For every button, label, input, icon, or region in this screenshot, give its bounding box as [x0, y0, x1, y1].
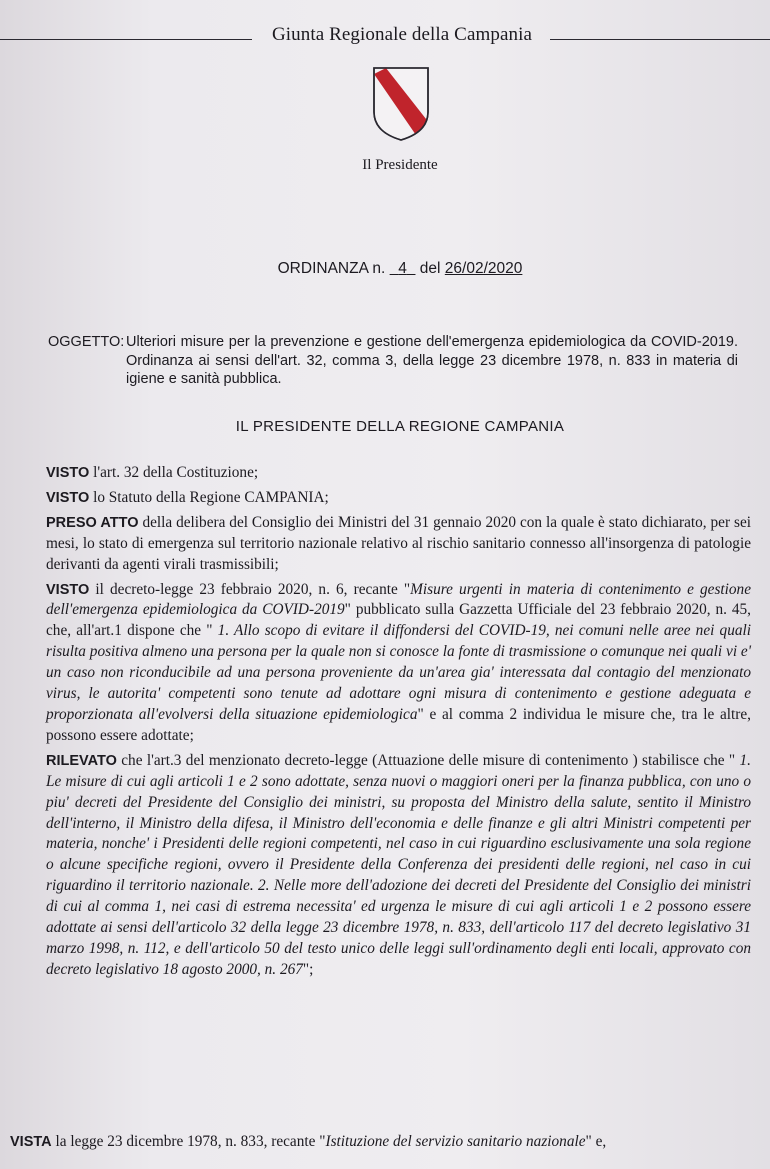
paragraph-lead: RILEVATO: [46, 752, 117, 769]
ordinance-prefix: ORDINANZA n.: [277, 260, 386, 277]
paragraph-lead: VISTO: [46, 489, 90, 506]
paragraph-text: " e al comma 2 individua le misure che, tra le altre, possono essere adottate;: [46, 705, 751, 744]
paragraph-quote: Misure urgenti in materia di contenimento e gestione dell'emergenza epidemiologica da COVID-2019: [46, 580, 751, 619]
ordinance-title: [220, 260, 580, 278]
paragraph-quote: 1. Allo scopo di evitare il diffondersi del COVID-19, nei comuni nelle aree nei quali risulta positiva almeno una persona per la quale non si conosce la fonte di trasmissione o comunque nei quali vi e' un caso non riconducibile ad una persona proveniente da un'area gia' interessata dal contagio del menzionato virus, le autorita' competenti sono tenute ad adottare ogni misura di contenimento e gestione adeguata e proporzionata all'evolversi della situazione epidemiologica: [46, 622, 751, 723]
section-heading: IL PRESIDENTE DELLA REGIONE CAMPANIA: [235, 418, 565, 435]
header-rule-right: [550, 39, 770, 40]
paragraph-visto-statuto: [46, 488, 751, 509]
ordinance-number-value: 4: [398, 260, 407, 277]
header-title: Giunta Regionale della Campania: [271, 24, 533, 45]
header-rule-left: [0, 39, 252, 40]
paragraph-text: il decreto-legge 23 febbraio 2020, n. 6, recante ": [89, 580, 411, 598]
paragraph-visto-decreto: [46, 580, 751, 747]
paragraph-quote: 1. Le misure di cui agli articoli 1 e 2 sono adottate, senza nuovi o maggiori oneri per la finanza pubblica, con uno o piu' decreti del Presidente del Consiglio dei ministri, su proposta del Ministro della salute, sentito il Ministro dell'interno, il Ministro della difesa, il Ministro dell'economia e delle finanze e gli altri Ministri competenti per materia, nonche' i Presidenti delle regioni competenti, nel caso in cui riguardino esclusivamente una sola regione o alcune specifiche regioni, ovvero il Presidente della Conferenza dei presidenti delle regioni, nel caso in cui riguardino il territorio nazionale. 2. Nelle more dell'adozione dei decreti del Presidente del Consiglio dei ministri di cui al comma 1, nei casi di estrema necessita' ed urgenza le misure di cui agli articoli 1 e 2 possono essere adottate ai sensi dell'articolo 32 della legge 23 dicembre 1978, n. 833, dell'articolo 117 del decreto legislativo 31 marzo 1998, n. 112, e dell'articolo 50 del testo unico delle leggi sull'ordinamento degli enti locali, approvato con decreto legislativo 18 agosto 2000, n. 267: [46, 751, 751, 978]
subject-label: OGGETTO:: [48, 334, 125, 350]
paragraph-preso-atto: [46, 513, 751, 576]
issuer-label: Il Presidente: [362, 157, 438, 173]
ordinance-del: del: [419, 260, 441, 277]
paragraph-lead: VISTA: [10, 1134, 52, 1150]
paragraph-lead: VISTO: [46, 581, 90, 598]
paragraph-lead: VISTO: [46, 465, 90, 481]
paragraph-rilevato: [46, 751, 751, 981]
paragraph-quote: Istituzione del servizio sanitario nazionale: [325, 1133, 586, 1150]
paragraph-vista-legge: [10, 1133, 760, 1151]
paragraph-text: " e,: [585, 1133, 607, 1150]
document-body: [46, 463, 751, 985]
paragraph-text: lo Statuto della Regione CAMPANIA;: [89, 488, 329, 506]
paragraph-text: " pubblicato sulla Gazzetta Ufficiale del 23 febbraio 2020, n. 45, che, all'art.1 dispone che ": [46, 601, 752, 640]
paragraph-text: della delibera del Consiglio dei Ministri del 31 gennaio 2020 con la quale è stato dichiarato, per sei mesi, lo stato di emergenza sul territorio nazionale relativo al rischio sanitario connesso all'insorgenza di patologie derivanti da agenti virali trasmissibili;: [46, 513, 751, 573]
ordinance-number: [390, 260, 416, 277]
subject-block: [48, 333, 748, 389]
paragraph-visto-costituzione: [46, 463, 751, 484]
paragraph-text: la legge 23 dicembre 1978, n. 833, recante ": [51, 1133, 326, 1150]
paragraph-text: l'art. 32 della Costituzione;: [89, 464, 259, 481]
paragraph-text: che l'art.3 del menzionato decreto-legge (Attuazione delle misure di contenimento ) stabilisce che ": [116, 751, 740, 769]
ordinance-date: 26/02/2020: [444, 260, 523, 277]
paragraph-text: ";: [302, 960, 314, 978]
paragraph-lead: PRESO ATTO: [46, 514, 139, 531]
regional-coat-of-arms-icon: [372, 66, 430, 142]
subject-text: Ulteriori misure per la prevenzione e gestione dell'emergenza epidemiologica da COVID-2019. Ordinanza ai sensi dell'art. 32, comma 3, della legge 23 dicembre 1978, n. 833 in materia di igiene e sanità pubblica.: [126, 334, 738, 387]
letterhead: [0, 22, 770, 52]
